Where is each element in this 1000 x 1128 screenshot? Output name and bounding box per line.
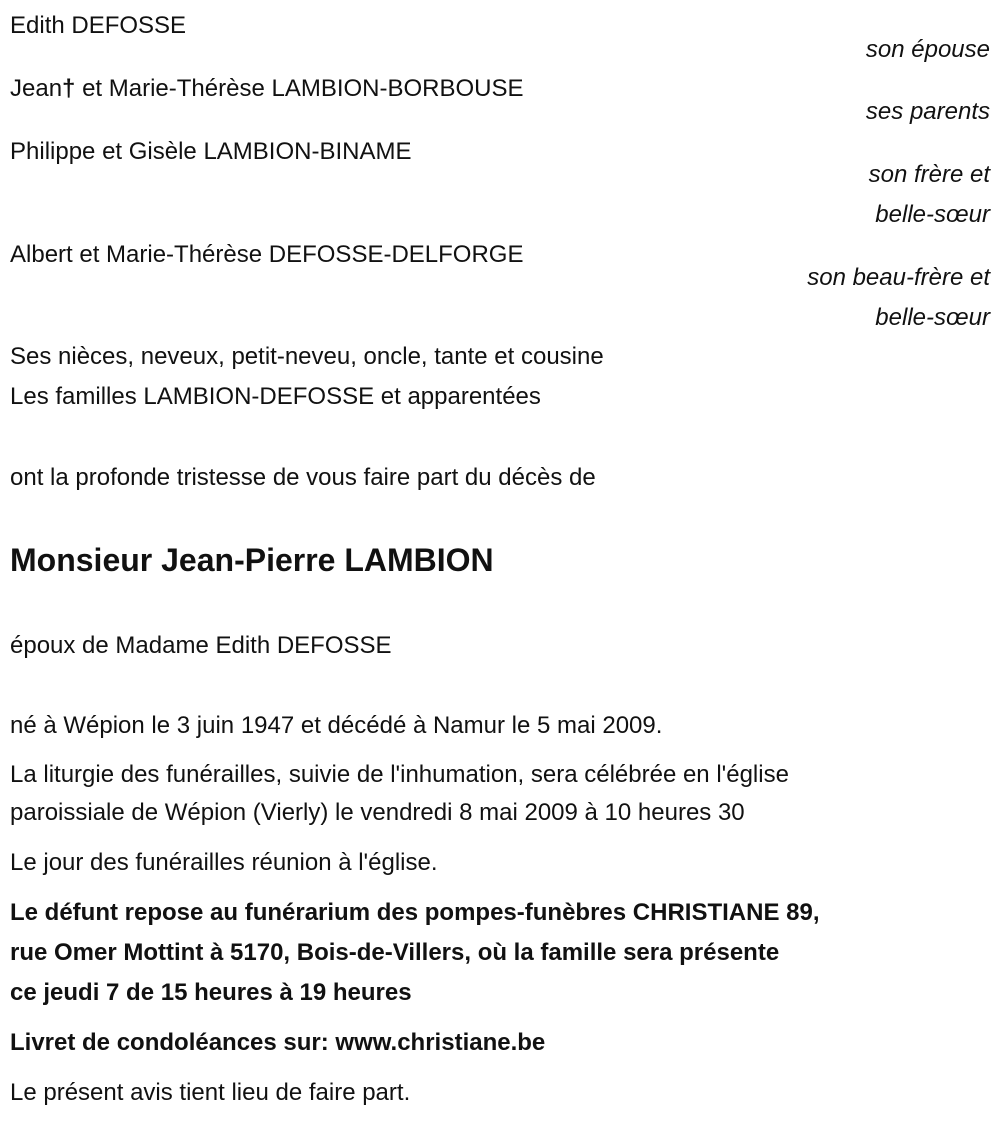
family-name-3: Philippe et Gisèle LAMBION-BINAME [10,138,412,165]
funerarium-line-3: ce jeudi 7 de 15 heures à 19 heures [10,979,412,1006]
extended-family-1: Ses nièces, neveux, petit-neveu, oncle, tante et cousine [10,343,604,370]
liturgy-line-2: paroissiale de Wépion (Vierly) le vendredi 8 mai 2009 à 10 heures 30 [10,799,745,826]
dates-line: né à Wépion le 3 juin 1947 et décédé à Namur le 5 mai 2009. [10,712,663,739]
family-name-2-first: Jean [10,75,63,102]
family-relation-3b: belle-sœur [875,201,990,228]
closing-line: Le présent avis tient lieu de faire part. [10,1079,411,1106]
extended-family-2: Les familles LAMBION-DEFOSSE et apparentées [10,383,541,410]
family-relation-1: son épouse [865,36,990,63]
family-relation-3a: son frère et [868,161,990,188]
family-name-2-rest: et Marie-Thérèse LAMBION-BORBOUSE [75,75,524,102]
family-name-1: Edith DEFOSSE [10,12,187,39]
deceased-name: Monsieur Jean-Pierre LAMBION [10,542,494,578]
family-relation-4a: son beau-frère et [807,264,990,291]
family-relation-4b: belle-sœur [875,304,990,331]
funerarium-line-1: Le défunt repose au funérarium des pompes-funèbres CHRISTIANE 89, [10,899,820,926]
announcement: ont la profonde tristesse de vous faire part du décès de [10,464,596,491]
family-relation-2: ses parents [865,98,990,125]
spouse-line: époux de Madame Edith DEFOSSE [10,632,392,659]
funerarium-line-2: rue Omer Mottint à 5170, Bois-de-Villers, où la famille sera présente [10,939,780,966]
family-name-2 [10,74,524,104]
family-name-4: Albert et Marie-Thérèse DEFOSSE-DELFORGE [10,241,524,268]
liturgy-line-1: La liturgie des funérailles, suivie de l'inhumation, sera célébrée en l'église [10,761,789,788]
cross-icon: † [62,75,76,102]
meeting-line: Le jour des funérailles réunion à l'église. [10,849,438,876]
condolences-link[interactable]: Livret de condoléances sur: www.christiane.be [10,1029,546,1056]
